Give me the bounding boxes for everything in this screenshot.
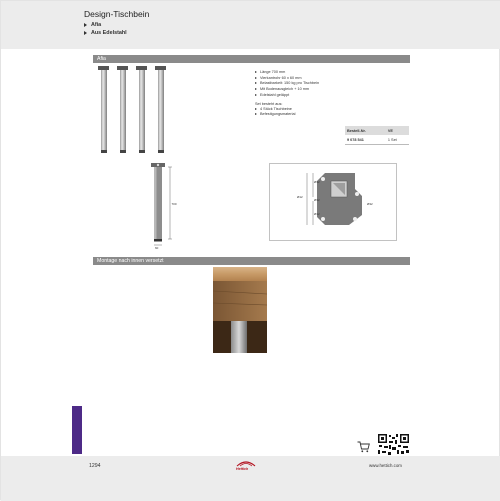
website-url[interactable]: www.hettich.com (369, 463, 402, 468)
subtitle-product: Afia (84, 22, 101, 28)
feature-item: Belastbarkeit: 150 kg pro Tischbein (255, 81, 319, 87)
packaging-cell: 1 Set (386, 135, 409, 145)
bullet-arrow-icon (255, 77, 257, 79)
feature-list (255, 70, 319, 99)
subtitle-material: Aus Edelstahl (84, 30, 127, 36)
svg-text:Ø32: Ø32 (314, 180, 320, 184)
section-bar-mounting: Montage nach innen versetzt (93, 257, 410, 265)
svg-text:Ø32: Ø32 (314, 198, 320, 202)
set-item: 4 Stück Tischbeine (255, 107, 295, 112)
feature-item: Vierkantrohr 60 x 60 mm (255, 76, 319, 82)
feature-item: Edelstahl geläppt (255, 93, 319, 99)
bullet-arrow-icon (255, 113, 257, 115)
page-header (1, 1, 500, 49)
svg-text:700: 700 (171, 202, 177, 206)
column-header-order-no: Bestell-Nr. (345, 126, 386, 135)
mounting-plate-drawing (269, 163, 397, 241)
hettich-logo-text: Hettich (236, 467, 249, 471)
set-heading: Set besteht aus: (255, 102, 283, 106)
feature-item: Mit Bodenausgleich + 10 mm (255, 87, 319, 93)
column-header-packaging: VE (386, 126, 409, 135)
shopping-cart-icon[interactable] (357, 441, 370, 453)
bullet-arrow-icon (255, 108, 257, 110)
bullet-arrow-icon (255, 82, 257, 84)
svg-text:Ø12: Ø12 (314, 212, 320, 216)
arrow-icon (84, 23, 87, 27)
table-legs-image (93, 64, 173, 156)
svg-text:60: 60 (155, 246, 159, 249)
mounting-photo (213, 267, 267, 353)
set-item: Befestigungsmaterial (255, 112, 295, 117)
feature-item: Länge 700 mm (255, 70, 319, 76)
order-table (345, 126, 409, 145)
svg-text:Ø12: Ø12 (297, 195, 303, 199)
bullet-arrow-icon (255, 88, 257, 90)
order-number-cell: 9 078 541 (345, 135, 386, 145)
set-list (255, 107, 295, 117)
arrow-icon (84, 31, 87, 35)
svg-text:Ø32: Ø32 (367, 202, 373, 206)
table-row (345, 135, 409, 145)
bullet-arrow-icon (255, 94, 257, 96)
page-title: Design-Tischbein (84, 9, 150, 19)
section-bar-product: Afia (93, 55, 410, 63)
bullet-arrow-icon (255, 71, 257, 73)
leg-dimension-drawing (139, 161, 191, 249)
order-table-header (345, 126, 409, 135)
chapter-tab (72, 406, 82, 454)
page-number: 1294 (89, 463, 101, 469)
